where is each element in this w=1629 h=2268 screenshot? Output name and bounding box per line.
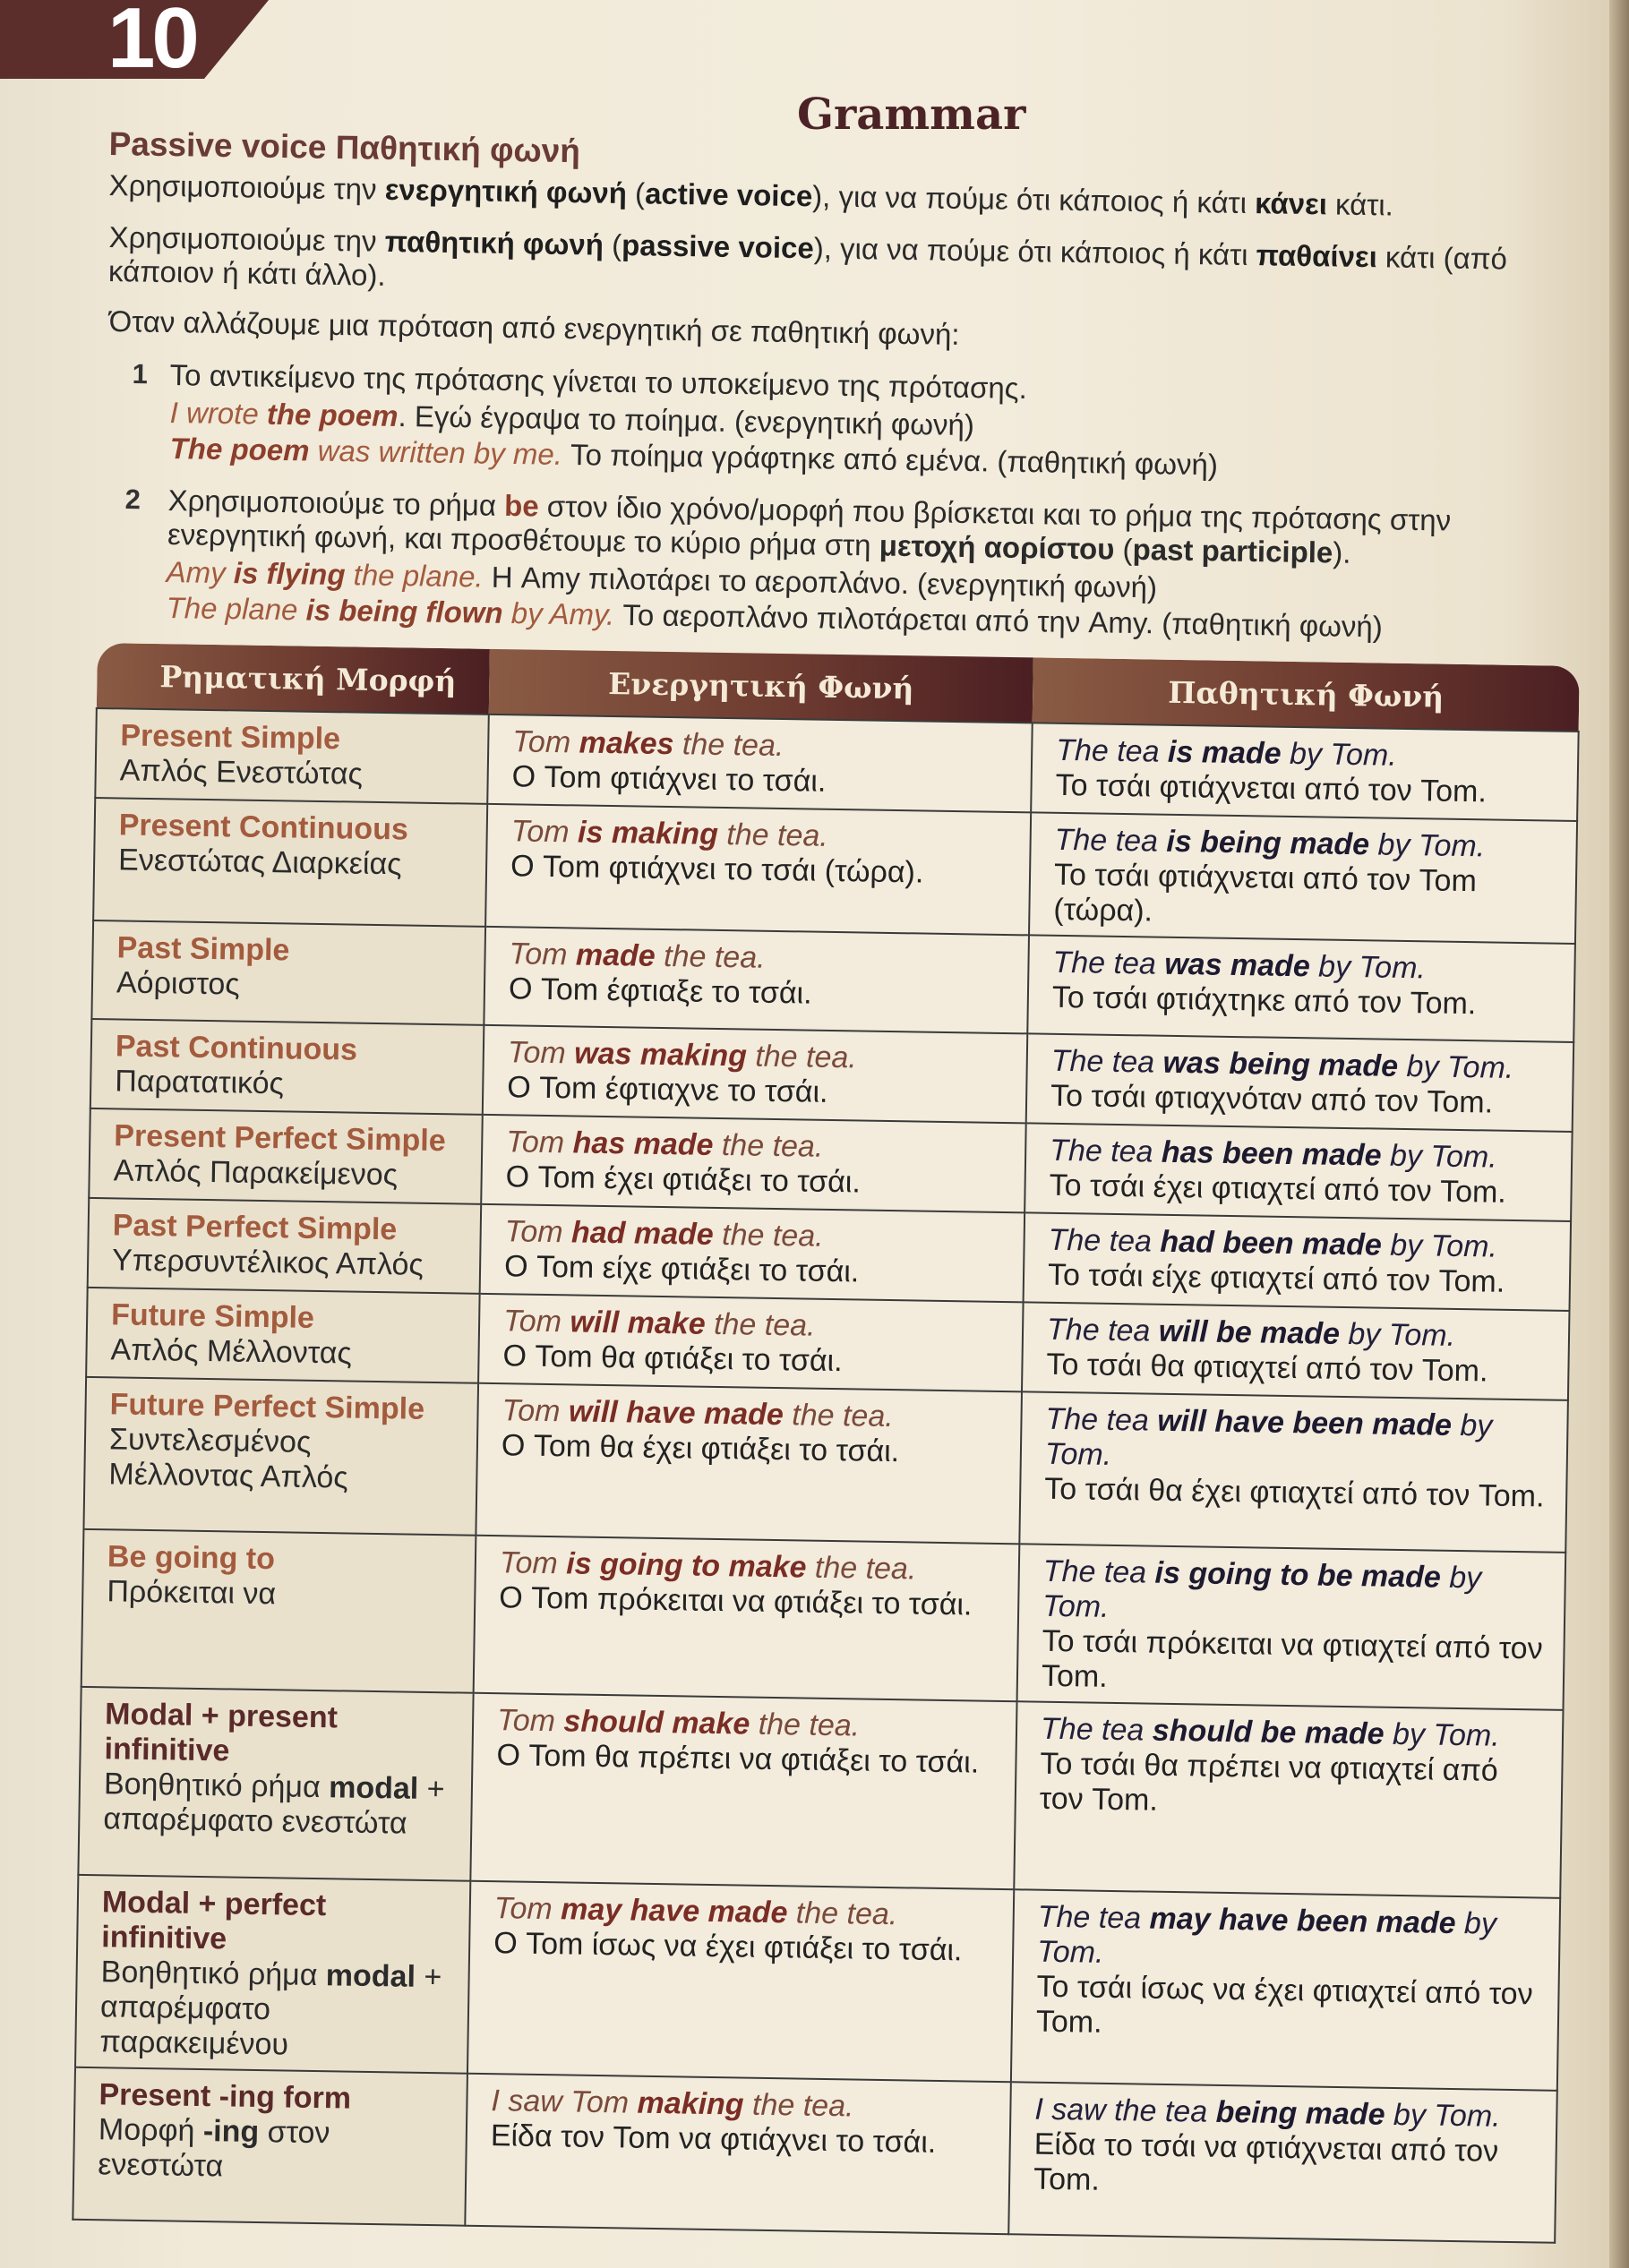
passive-sentence-greek: Το τσάι φτιάχνεται από τον Tom (τώρα). — [1053, 857, 1478, 929]
text: by Tom. — [1385, 2097, 1501, 2134]
bold-term: passive voice — [621, 227, 815, 265]
passive-sentence-greek: Το τσάι θα φτιαχτεί από τον Tom. — [1046, 1347, 1488, 1389]
verb-phrase: is making — [577, 815, 719, 852]
text: Tom — [510, 814, 579, 850]
text: ), για να πούμε ότι κάποιος ή κάτι — [813, 231, 1256, 272]
text: The tea — [1045, 1401, 1158, 1438]
verb-phrase: is being made — [1166, 824, 1370, 862]
text: The tea — [1054, 822, 1167, 859]
text: Tom — [502, 1304, 570, 1339]
text: The tea — [1055, 732, 1169, 769]
bold-term: παθαίνει — [1256, 238, 1378, 274]
text: The tea — [1049, 1133, 1162, 1169]
example-greek: Η Amy πιλοτάρει το αεροπλάνο. (ενεργητική φωνή) — [483, 560, 1158, 604]
passive-sentence-greek: Το τσάι φτιαχνόταν από τον Tom. — [1050, 1078, 1494, 1120]
text: the tea. — [717, 817, 829, 853]
text: Βοηθητικό ρήμα — [100, 1955, 327, 1993]
text: ( — [1114, 532, 1133, 566]
form-english: Present Continuous — [118, 808, 409, 847]
passive-sentence-english — [1042, 1554, 1552, 1632]
verb-phrase: is going to make — [565, 1546, 807, 1585]
text: the tea. — [749, 1707, 861, 1743]
cell-passive-voice — [1029, 812, 1577, 944]
text: the tea. — [705, 1306, 816, 1343]
verb-phrase: will make — [570, 1305, 706, 1341]
rule-number: 1 — [132, 358, 149, 390]
passive-sentence-greek: Το τσάι πρόκειται να φτιαχτεί από τον Tom. — [1041, 1623, 1543, 1694]
cell-passive-voice — [1008, 2082, 1557, 2243]
text: Βοηθητικό ρήμα — [103, 1767, 330, 1805]
text: the tea. — [783, 1398, 895, 1434]
text: Χρησιμοποιούμε την — [108, 220, 386, 258]
text: The tea — [1048, 1222, 1161, 1259]
cell-active-voice — [487, 715, 1032, 813]
bold-term: modal — [328, 1770, 419, 1806]
text: by Tom. — [1397, 1048, 1514, 1085]
passive-sentence-greek: Το τσάι είχε φτιαχτεί από τον Tom. — [1047, 1257, 1505, 1299]
text: + απαρέμφατο παρακειμένου — [99, 1959, 442, 2062]
active-sentence-greek: Είδα τον Tom να φτιάχνει το τσάι. — [490, 2118, 937, 2160]
active-sentence-greek: Ο Tom θα έχει φτιάξει το τσάι. — [501, 1428, 900, 1469]
text: Tom — [493, 1891, 562, 1927]
active-sentence-greek: Ο Tom πρόκειται να φτιάξει το τσάι. — [499, 1580, 973, 1622]
form-english: Present Perfect Simple — [114, 1118, 447, 1159]
verb-phrase: is made — [1167, 734, 1282, 771]
bold-term: active voice — [644, 176, 813, 213]
text: The tea — [1037, 1899, 1150, 1936]
text: στον ενεστώτα — [98, 2115, 330, 2184]
passive-sentence-english — [1037, 1900, 1547, 1978]
table-row — [83, 1377, 1567, 1553]
text: Tom — [504, 1214, 572, 1250]
cell-active-voice — [467, 1881, 1014, 2083]
table-row — [75, 1875, 1560, 2091]
form-greek: Πρόκειται να — [107, 1574, 277, 1612]
text: the tea. — [673, 727, 784, 764]
example-verb: is flying — [233, 556, 346, 592]
rule-1-text: Το αντικείμενο της πρότασης γίνεται το υποκείμενο της πρότασης. — [169, 358, 1028, 406]
text: the tea. — [746, 1039, 858, 1075]
form-english: Be going to — [107, 1539, 276, 1577]
active-sentence-greek: Ο Tom θα πρέπει να φτιάξει το τσάι. — [496, 1738, 980, 1780]
change-instruction: Όταν αλλάζουμε μια πρόταση από ενεργητική σε παθητική φωνή: — [108, 304, 960, 351]
cell-active-voice — [485, 804, 1031, 936]
cell-passive-voice — [1024, 1212, 1571, 1311]
cell-verb-form — [81, 1529, 476, 1693]
cell-active-voice — [474, 1536, 1020, 1702]
header-verb-form: Ρηματική Μορφή — [97, 643, 490, 715]
cell-verb-form — [75, 1875, 470, 2074]
form-english: Present -ing form — [99, 2077, 352, 2116]
verb-phrase: will have been made — [1156, 1403, 1453, 1442]
text: Tom — [506, 1125, 573, 1160]
text: by Tom. — [1368, 827, 1486, 864]
text: Tom — [502, 1393, 570, 1429]
text: by Tom. — [1036, 1906, 1497, 1970]
form-english: Future Simple — [110, 1297, 315, 1335]
cell-active-voice — [478, 1294, 1023, 1392]
text: The tea — [1046, 1312, 1160, 1348]
form-greek: Υπερσυντέλικος Απλός — [111, 1243, 424, 1282]
text: ( — [626, 176, 646, 210]
cell-passive-voice — [1025, 1123, 1572, 1221]
example-english: Amy — [166, 555, 235, 590]
text: the tea. — [743, 2087, 854, 2124]
cell-passive-voice — [1026, 1033, 1573, 1132]
table-row — [93, 798, 1577, 944]
text: by Tom. — [1381, 1138, 1498, 1175]
verb-phrase: is going to be made — [1154, 1555, 1442, 1595]
cell-active-voice — [476, 1383, 1022, 1545]
text: Tom — [512, 724, 579, 760]
page-title: Grammar — [797, 90, 1026, 140]
cell-passive-voice — [1031, 723, 1578, 821]
bold-term: be — [503, 488, 539, 523]
verb-phrase: had made — [570, 1215, 715, 1252]
verb-phrase: has made — [572, 1125, 714, 1162]
text: The tea — [1050, 1043, 1163, 1080]
text: by Tom. — [1309, 949, 1427, 986]
verb-phrase: was being made — [1162, 1045, 1399, 1083]
active-sentence-greek: Ο Tom έφτιαχνε το τσάι. — [506, 1070, 828, 1109]
example-verb: is being flown — [305, 593, 503, 629]
verb-phrase: makes — [579, 725, 674, 762]
example-english: by Amy. — [502, 595, 615, 631]
text: by Tom. — [1339, 1316, 1456, 1353]
verb-phrase: will have made — [568, 1394, 784, 1433]
text: the tea. — [787, 1896, 898, 1932]
cell-verb-form — [91, 920, 485, 1025]
verb-phrase: being made — [1215, 2094, 1385, 2132]
book-spine-shadow — [1609, 0, 1629, 2268]
active-sentence-greek: Ο Tom φτιάχνει το τσάι (τώρα). — [510, 849, 924, 890]
unit-number: 10 — [107, 0, 196, 86]
form-greek: Συντελεσμένος Μέλλοντας Απλός — [108, 1422, 349, 1495]
example-english: The plane — [166, 591, 306, 627]
cell-verb-form — [83, 1377, 478, 1536]
table-row — [73, 2067, 1556, 2243]
form-greek — [98, 2112, 453, 2187]
text: the tea. — [655, 938, 766, 975]
verb-phrase: was making — [573, 1036, 748, 1074]
text: the tea. — [713, 1217, 824, 1254]
text: by Tom. — [1381, 1228, 1498, 1264]
passive-sentence-english — [1045, 1402, 1555, 1480]
example-english: the plane. — [345, 558, 484, 594]
text: Tom — [507, 1035, 575, 1071]
form-greek — [103, 1767, 459, 1842]
text: κάτι (από κάποιον ή κάτι άλλο). — [107, 240, 1508, 292]
bold-term: ενεργητική φωνή — [384, 172, 628, 210]
text: The tea — [1040, 1711, 1153, 1748]
text: by Tom. — [1044, 1408, 1493, 1472]
verb-phrase: had been made — [1160, 1224, 1383, 1262]
text: στον ίδιο χρόνο/μορφή που βρίσκεται και το ρήμα της πρότασης στην ενεργητική φωνή, και προσθέτουμε το κύριο ρήμα στη — [167, 489, 1452, 562]
active-sentence-greek: Ο Tom έφτιαξε το τσάι. — [508, 971, 812, 1011]
text: I saw Tom — [491, 2084, 638, 2120]
text: ), για να πούμε ότι κάποιος ή κάτι — [811, 179, 1256, 220]
cell-active-voice — [484, 927, 1029, 1034]
passive-sentence-greek: Το τσάι φτιάχτηκε από τον Tom. — [1051, 980, 1477, 1022]
verb-phrase: may have made — [560, 1892, 788, 1930]
cell-passive-voice — [1017, 1544, 1566, 1710]
cell-active-voice — [465, 2074, 1011, 2235]
active-sentence-greek: Ο Tom ίσως να έχει φτιάξει το τσάι. — [493, 1926, 963, 1968]
text: The tea — [1042, 1553, 1155, 1590]
text: Χρησιμοποιούμε την — [108, 168, 386, 206]
bold-term: παθητική φωνή — [384, 224, 604, 261]
example-greek: Το ποίημα γράφτηκε από εμένα. (παθητική φωνή) — [562, 437, 1219, 482]
cell-passive-voice — [1027, 935, 1575, 1042]
verb-phrase: making — [637, 2085, 744, 2122]
text: by Tom. — [1281, 736, 1398, 773]
passive-sentence-greek: Το τσάι ίσως να έχει φτιαχτεί από τον Tom. — [1035, 1969, 1533, 2040]
passive-voice-definition — [108, 220, 1560, 311]
header-active-voice: Ενεργητική Φωνή — [489, 649, 1033, 723]
cell-verb-form — [93, 798, 487, 927]
form-greek: Απλός Ενεστώτας — [119, 753, 364, 792]
verb-phrase: will be made — [1158, 1314, 1341, 1351]
text: + απαρέμφατο ενεστώτα — [103, 1771, 445, 1841]
bold-term: κάνει — [1254, 186, 1328, 221]
verb-phrase: may have been made — [1149, 1901, 1456, 1941]
cell-passive-voice — [1022, 1302, 1569, 1400]
table-row — [81, 1529, 1566, 1710]
rule-number: 2 — [124, 484, 141, 516]
verb-phrase: was made — [1163, 946, 1311, 984]
section-title: Passive voice Παθητική φωνή — [108, 125, 581, 170]
text: Tom — [499, 1545, 567, 1581]
text: ( — [603, 227, 622, 261]
cell-verb-form — [78, 1687, 473, 1881]
table-row — [78, 1687, 1563, 1898]
cell-active-voice — [480, 1204, 1025, 1303]
bold-term: μετοχή αορίστου — [879, 528, 1115, 566]
verb-phrase: should make — [563, 1704, 750, 1742]
text: The tea — [1052, 945, 1165, 981]
example-greek: Το αεροπλάνο πιλοτάρεται από την Amy. (παθητική φωνή) — [613, 597, 1384, 644]
bold-term: -ing — [202, 2114, 260, 2150]
example-subject: The poem — [169, 432, 310, 467]
header-passive-voice: Παθητική Φωνή — [1033, 657, 1580, 732]
passive-sentence-greek: Το τσάι φτιάχνεται από τον Tom. — [1055, 767, 1488, 809]
cell-verb-form — [95, 708, 489, 804]
cell-passive-voice — [1014, 1701, 1563, 1898]
passive-voice-table — [72, 643, 1580, 2244]
example-english: I wrote — [169, 396, 268, 431]
text: Tom — [509, 937, 577, 972]
verb-phrase: has been made — [1161, 1134, 1382, 1173]
cell-passive-voice — [1011, 1889, 1560, 2091]
active-sentence-greek: Ο Tom φτιάχνει το τσάι. — [511, 759, 827, 799]
form-english: Modal + present infinitive — [104, 1697, 339, 1768]
bold-term: modal — [325, 1958, 416, 1994]
text: Χρησιμοποιούμε το ρήμα — [167, 484, 505, 522]
verb-phrase: should be made — [1152, 1713, 1385, 1751]
passive-sentence-greek: Το τσάι έχει φτιαχτεί από τον Tom. — [1049, 1168, 1507, 1210]
example-object: the poem — [266, 397, 399, 432]
form-greek: Παρατατικός — [115, 1064, 285, 1101]
cell-verb-form — [86, 1288, 480, 1383]
form-english: Modal + perfect infinitive — [101, 1885, 327, 1956]
form-english: Past Continuous — [115, 1029, 358, 1067]
form-english: Past Perfect Simple — [112, 1208, 398, 1247]
text: I saw the tea — [1034, 2092, 1216, 2129]
form-greek: Απλός Παρακείμενος — [113, 1153, 399, 1193]
text: by Tom. — [1042, 1560, 1482, 1624]
form-greek: Ενεστώτας Διαρκείας — [117, 843, 402, 882]
passive-sentence-greek: Το τσάι θα έχει φτιαχτεί από τον Tom. — [1043, 1471, 1545, 1514]
text: the tea. — [713, 1127, 824, 1164]
passive-sentence-greek: Είδα το τσάι να φτιάχνεται από τον Tom. — [1033, 2127, 1499, 2197]
example-greek: . Εγώ έγραψα το ποίημα. (ενεργητική φωνή) — [398, 399, 975, 442]
text: the tea. — [806, 1550, 917, 1587]
cell-active-voice — [481, 1115, 1025, 1213]
cell-active-voice — [483, 1025, 1027, 1124]
active-voice-definition — [108, 168, 1559, 225]
cell-verb-form — [88, 1198, 482, 1294]
text: Μορφή — [98, 2112, 204, 2149]
text: ). — [1333, 535, 1351, 569]
cell-verb-form — [89, 1108, 483, 1204]
active-sentence-greek: Ο Tom θα φτιάξει το τσάι. — [502, 1339, 843, 1379]
active-sentence-greek: Ο Tom είχε φτιάξει το τσάι. — [503, 1249, 860, 1289]
form-english: Present Simple — [120, 718, 341, 757]
cell-passive-voice — [1019, 1391, 1568, 1553]
form-english: Future Perfect Simple — [109, 1387, 425, 1426]
bold-term: past participle — [1132, 532, 1333, 569]
text: Tom — [496, 1703, 564, 1739]
passive-sentence-greek: Το τσάι θα πρέπει να φτιαχτεί από τον Tom. — [1039, 1746, 1499, 1818]
form-greek — [99, 1955, 456, 2065]
form-english: Past Simple — [116, 930, 290, 968]
text: κάτι. — [1326, 187, 1394, 222]
example-english: was written by me. — [309, 433, 563, 471]
active-sentence-greek: Ο Tom έχει φτιάξει το τσάι. — [505, 1160, 862, 1200]
form-greek: Απλός Μέλλοντας — [110, 1332, 353, 1371]
text: by Tom. — [1384, 1716, 1501, 1753]
verb-phrase: made — [575, 937, 656, 973]
cell-verb-form — [73, 2067, 467, 2226]
cell-verb-form — [90, 1019, 484, 1115]
form-greek: Αόριστος — [116, 965, 241, 1002]
cell-active-voice — [470, 1693, 1016, 1890]
